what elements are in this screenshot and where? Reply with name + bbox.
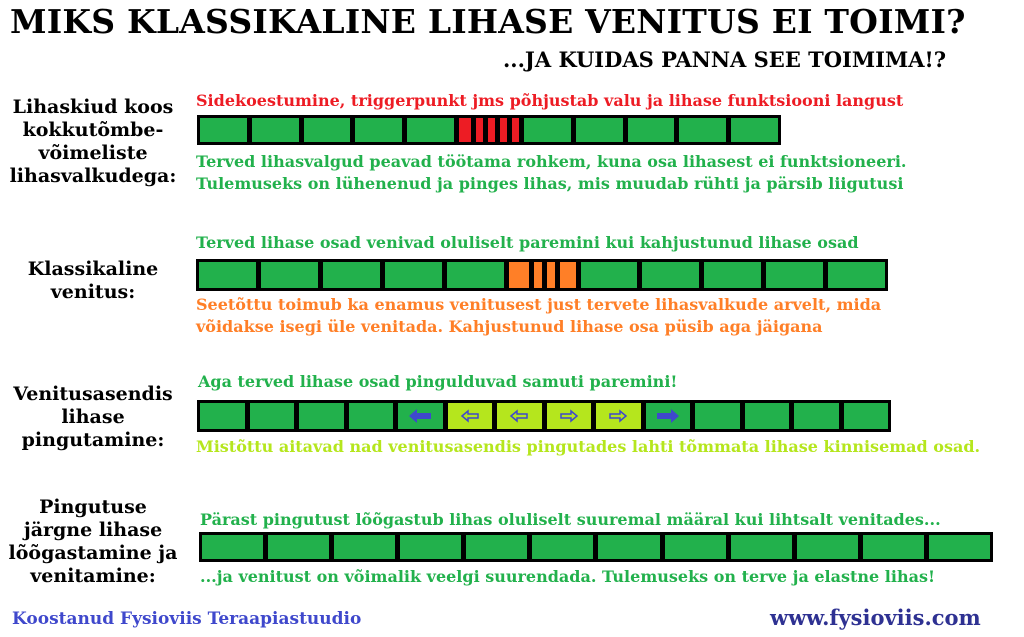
healthy-segment <box>704 262 761 288</box>
damaged-segment <box>509 262 529 288</box>
damaged-segment <box>547 262 555 288</box>
damaged-segment <box>512 118 519 142</box>
caption-healthy-work-2: Tulemuseks on lühenenud ja pinges lihas, mis muudab rühti ja pärsib liigutusi <box>196 174 904 193</box>
healthy-segment <box>929 535 990 559</box>
caption-trigger-point: Sidekoestumine, triggerpunkt jms põhjustab valu ja lihase funktsiooni langust <box>196 91 904 110</box>
healthy-segment <box>407 118 454 142</box>
healthy-segment <box>466 535 527 559</box>
healthy-segment <box>385 262 442 288</box>
healthy-segment <box>323 262 380 288</box>
healthy-segment <box>745 403 790 429</box>
healthy-segment <box>679 118 726 142</box>
muscle-bar-contracting <box>197 400 891 432</box>
contracting-segment <box>497 403 542 429</box>
healthy-segment <box>828 262 885 288</box>
caption-overstretch-1: Seetõttu toimub ka enamus venitusest just tervete lihasvalkude arvelt, mida <box>196 295 882 314</box>
healthy-segment <box>642 262 699 288</box>
healthy-segment <box>304 118 351 142</box>
healthy-segment <box>200 403 245 429</box>
healthy-segment <box>863 535 924 559</box>
contracting-segment <box>448 403 493 429</box>
healthy-segment <box>628 118 675 142</box>
healthy-segment <box>646 403 691 429</box>
footer-credit: Koostanud Fysioviis Teraapiastuudio <box>12 609 362 629</box>
healthy-segment <box>598 535 659 559</box>
caption-overstretch-2: võidakse isegi üle venitada. Kahjustunud lihase osa püsib aga jäigana <box>196 317 823 336</box>
healthy-segment <box>252 118 299 142</box>
healthy-segment <box>532 535 593 559</box>
muscle-bar-stretched <box>196 259 888 291</box>
healthy-segment <box>268 535 329 559</box>
healthy-segment <box>349 403 394 429</box>
arrow-right-icon <box>608 409 628 423</box>
caption-healthy-work-1: Terved lihasvalgud peavad töötama rohkem, kuna osa lihasest ei funktsioneeri. <box>196 152 907 171</box>
arrow-right-icon <box>656 408 680 424</box>
healthy-segment <box>202 535 263 559</box>
damaged-segment <box>534 262 542 288</box>
healthy-segment <box>398 403 443 429</box>
healthy-segment <box>581 262 638 288</box>
healthy-segment <box>766 262 823 288</box>
healthy-segment <box>524 118 571 142</box>
arrow-left-icon <box>460 409 480 423</box>
contracting-segment <box>596 403 641 429</box>
healthy-segment <box>447 262 504 288</box>
damaged-segment <box>500 118 507 142</box>
damaged-segment <box>459 118 471 142</box>
damaged-segment <box>488 118 495 142</box>
caption-elastic: ...ja venitust on võimalik veelgi suurendada. Tulemuseks on terve ja elastne lihas! <box>200 567 935 586</box>
contracting-segment <box>547 403 592 429</box>
arrow-left-icon <box>509 409 529 423</box>
page-title: MIKS KLASSIKALINE LIHASE VENITUS EI TOIMI? <box>10 2 966 41</box>
healthy-segment <box>797 535 858 559</box>
row-label-contract-in-stretch: Venitusasendis lihase pingutamine: <box>13 383 173 451</box>
muscle-bar-relaxed <box>199 532 993 562</box>
caption-pull-open: Mistõttu aitavad nad venitusasendis pingutades lahti tõmmata lihase kinnisemad osad. <box>196 437 981 456</box>
row-label-relax-stretch: Pingutuse järgne lihase lõõgastamine ja venitamine: <box>8 496 178 587</box>
healthy-segment <box>731 535 792 559</box>
damaged-segment <box>560 262 576 288</box>
footer-website-link[interactable]: www.fysioviis.com <box>770 605 981 630</box>
page-subtitle: ...JA KUIDAS PANNA SEE TOIMIMA!? <box>503 47 947 72</box>
row-label-fibers: Lihaskiud koos kokkutõmbe-võimeliste lihasvalkudega: <box>9 96 177 187</box>
healthy-segment <box>355 118 402 142</box>
healthy-segment <box>731 118 778 142</box>
healthy-segment <box>250 403 295 429</box>
row-label-classic-stretch: Klassikaline venitus: <box>27 258 159 303</box>
healthy-segment <box>844 403 889 429</box>
healthy-segment <box>334 535 395 559</box>
healthy-segment <box>665 535 726 559</box>
caption-stretch-healthy: Terved lihase osad venivad oluliselt paremini kui kahjustunud lihase osad <box>196 233 859 252</box>
healthy-segment <box>200 118 247 142</box>
caption-healthy-contract: Aga terved lihase osad pingulduvad samuti paremini! <box>198 372 678 391</box>
damaged-segment <box>476 118 483 142</box>
healthy-segment <box>199 262 256 288</box>
arrow-left-icon <box>408 408 432 424</box>
caption-relax: Pärast pingutust lõõgastub lihas oluliselt suuremal määral kui lihtsalt venitades... <box>200 510 941 529</box>
healthy-segment <box>695 403 740 429</box>
healthy-segment <box>261 262 318 288</box>
muscle-bar-initial <box>197 115 781 145</box>
healthy-segment <box>794 403 839 429</box>
healthy-segment <box>400 535 461 559</box>
healthy-segment <box>299 403 344 429</box>
healthy-segment <box>576 118 623 142</box>
arrow-right-icon <box>559 409 579 423</box>
